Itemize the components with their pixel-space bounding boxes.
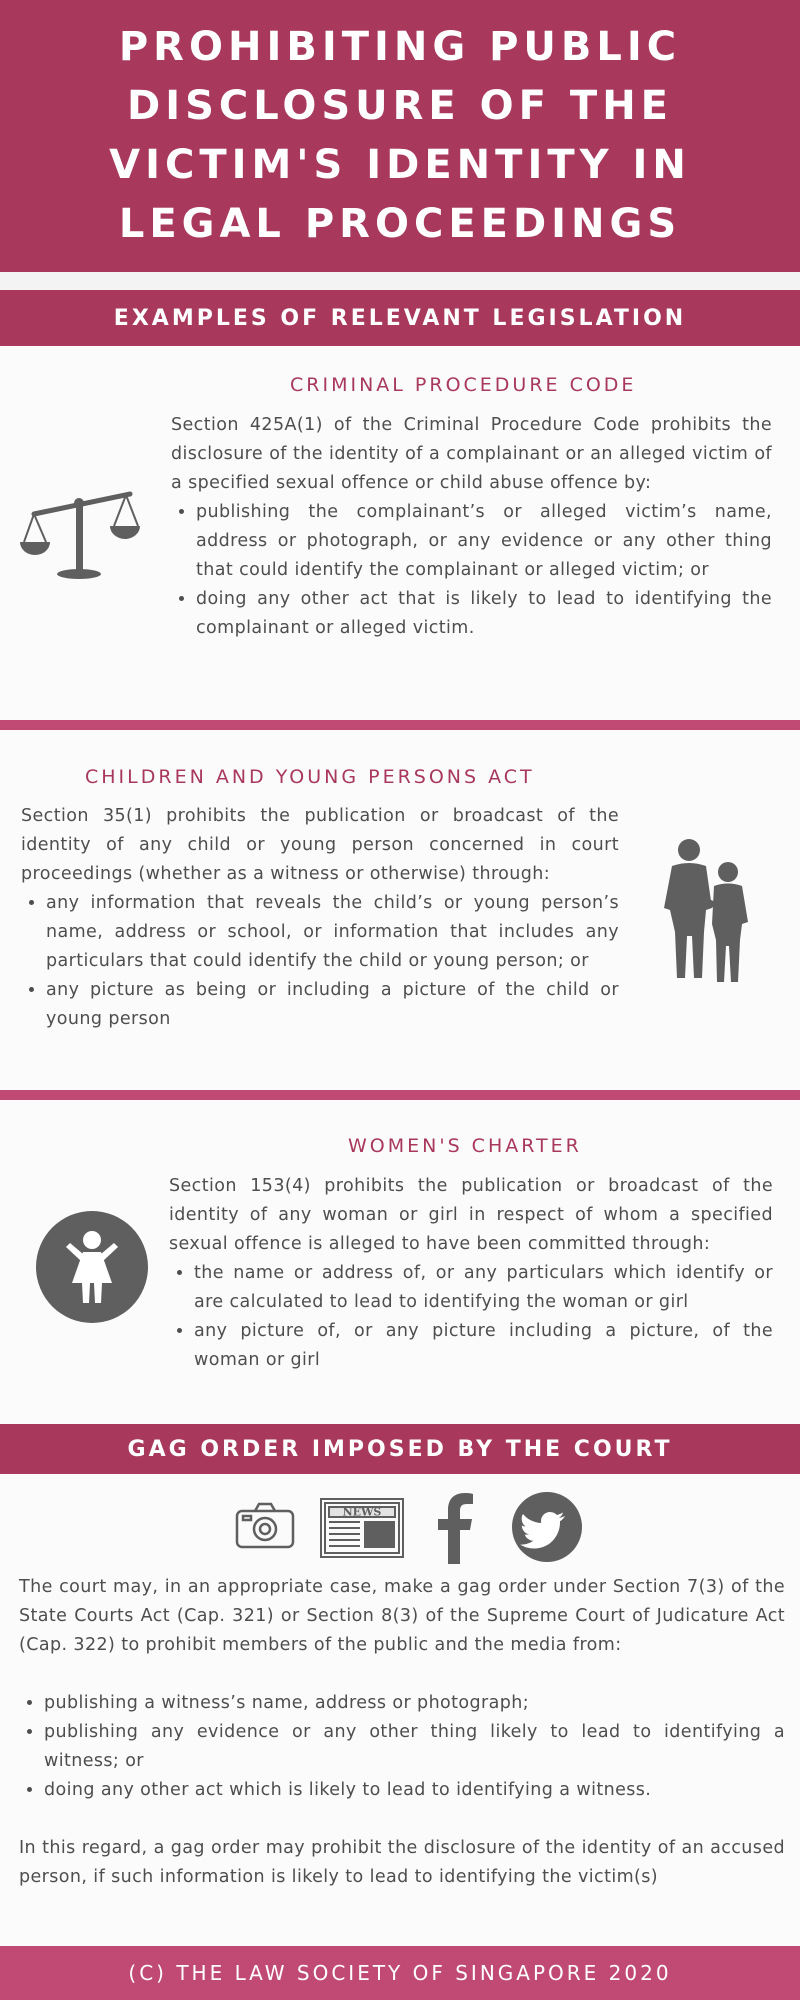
- section-divider: [0, 1090, 800, 1100]
- section-intro: Section 425A(1) of the Criminal Procedure Code prohibits the disclosure of the identity of a complainant or an alleged victim of a specified sexual offence or child abuse offence by:: [171, 415, 772, 493]
- section-intro: Section 153(4) prohibits the publication or broadcast of the identity of any woman or girl in respect of whom a specified sexual offence is alleged to have been committed through:: [169, 1176, 773, 1254]
- newspaper-label: NEWS: [342, 1505, 382, 1519]
- camera-icon: [235, 1501, 295, 1551]
- section-divider: [0, 720, 800, 730]
- bullet-list: [21, 889, 619, 1034]
- page-title: PROHIBITING PUBLIC DISCLOSURE OF THE VICTIM'S IDENTITY IN LEGAL PROCEEDINGS: [109, 24, 691, 247]
- list-item: • the name or address of, or any particulars which identify or are calculated to lead to identifying the woman or girl: [194, 1259, 773, 1317]
- footer-copyright: (C) THE LAW SOCIETY OF SINGAPORE 2020: [0, 1946, 800, 2000]
- gag-order-heading: GAG ORDER IMPOSED BY THE COURT: [0, 1424, 800, 1474]
- list-item: • doing any other act that is likely to lead to identifying the complainant or alleged victim.: [196, 585, 772, 643]
- facebook-icon: [434, 1492, 474, 1564]
- womens-charter-title: WOMEN'S CHARTER: [348, 1135, 582, 1157]
- children-act-title: CHILDREN AND YOUNG PERSONS ACT: [85, 766, 535, 788]
- children-act-text: [21, 802, 619, 1034]
- twitter-icon: [512, 1492, 582, 1562]
- gag-order-intro: The court may, in an appropriate case, make a gag order under Section 7(3) of the State Courts Act (Cap. 321) or Section 8(3) of the Supreme Court of Judicature Act (Cap. 322) to prohibit members of the public and the media from:: [19, 1577, 785, 1655]
- section-intro: Section 35(1) prohibits the publication or broadcast of the identity of any child or young person concerned in court proceedings (whether as a witness or otherwise) through:: [21, 806, 619, 884]
- title-banner: [0, 0, 800, 272]
- gag-order-text: [19, 1573, 785, 1892]
- criminal-procedure-code-title: CRIMINAL PROCEDURE CODE: [290, 374, 637, 396]
- bullet-list: [171, 498, 772, 643]
- list-item: • publishing a witness’s name, address or photograph;: [44, 1689, 785, 1718]
- list-item: • any information that reveals the child’s or young person’s name, address or school, or information that includes any particulars that could identify the child or young person; or: [46, 889, 619, 976]
- list-item: • publishing any evidence or any other thing likely to lead to identifying a witness; or: [44, 1718, 785, 1776]
- criminal-procedure-code-text: [171, 411, 772, 643]
- list-item: • doing any other act which is likely to lead to identifying a witness.: [44, 1776, 785, 1805]
- bullet-list: [169, 1259, 773, 1375]
- womens-charter-text: [169, 1172, 773, 1375]
- list-item: • publishing the complainant’s or alleged victim’s name, address or photograph, or any evidence or any other thing that could identify the complainant or alleged victim; or: [196, 498, 772, 585]
- list-item: • any picture of, or any picture including a picture, of the woman or girl: [194, 1317, 773, 1375]
- gag-order-closing: In this regard, a gag order may prohibit the disclosure of the identity of an accused person, if such information is likely to lead to identifying the victim(s): [19, 1838, 785, 1887]
- bullet-list: [19, 1689, 785, 1805]
- scales-of-justice-icon: [20, 486, 140, 582]
- woman-icon: [36, 1211, 148, 1323]
- children-silhouette-icon: [662, 836, 752, 986]
- newspaper-icon: [320, 1498, 404, 1558]
- list-item: • any picture as being or including a picture of the child or young person: [46, 976, 619, 1034]
- legislation-heading: EXAMPLES OF RELEVANT LEGISLATION: [0, 290, 800, 346]
